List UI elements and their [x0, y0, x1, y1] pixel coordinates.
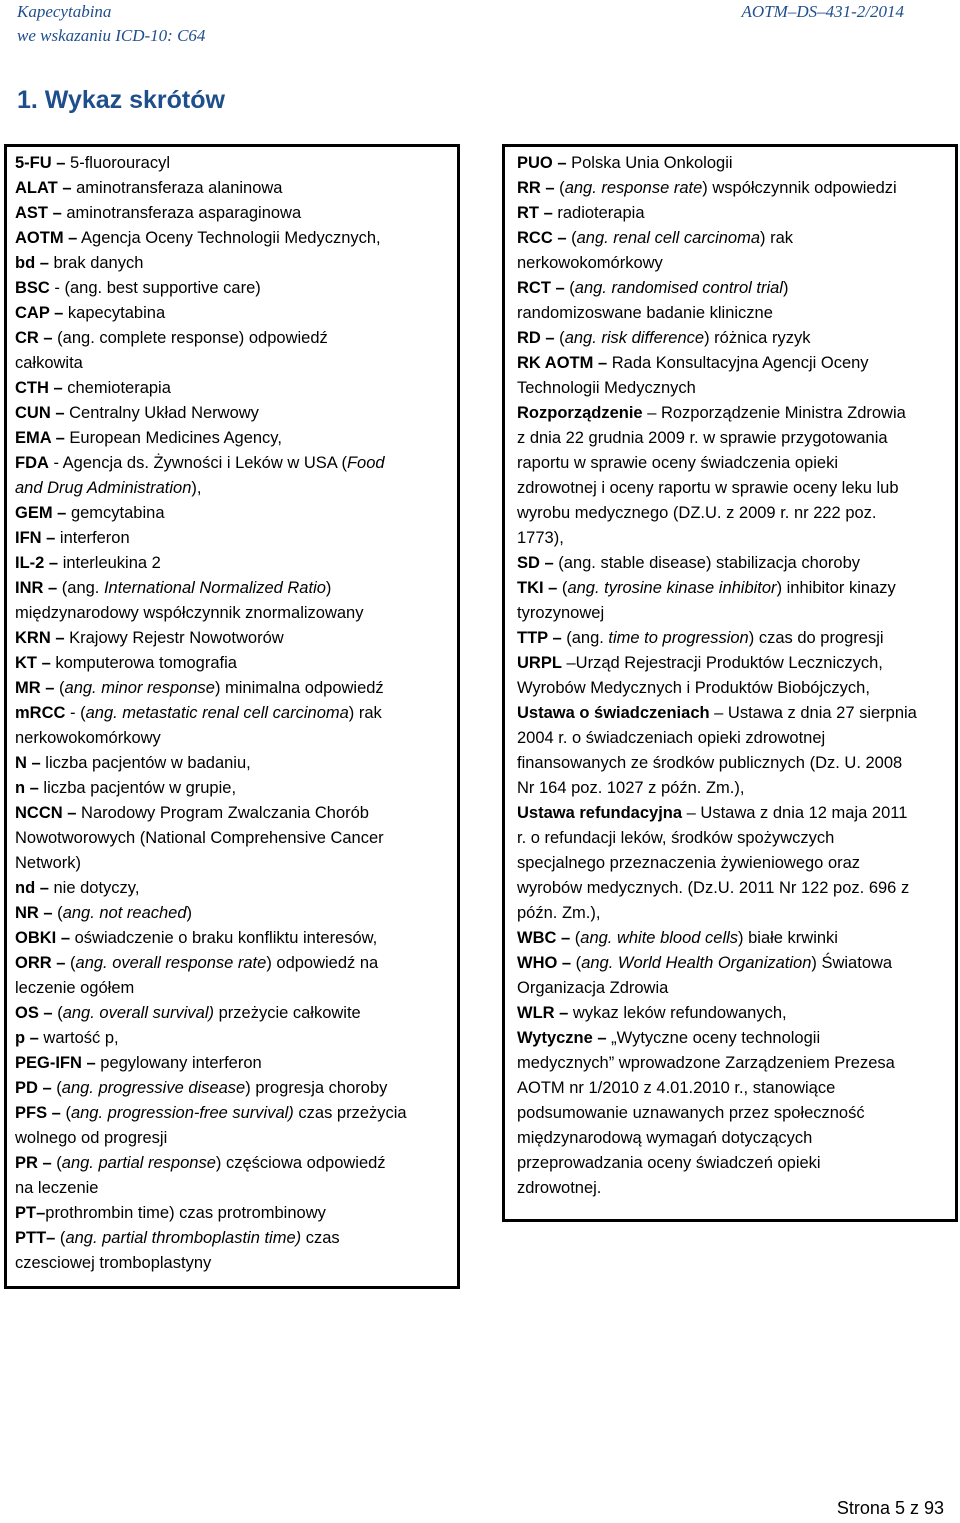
abbreviation-text: ang. tyrosine kinase inhibitor — [567, 579, 777, 597]
abbreviation-text: finansowanych ze środków publicznych (Dz. U. 2008 — [517, 754, 903, 772]
abbreviation-term: FDA — [15, 454, 49, 472]
abbreviation-line — [15, 251, 449, 276]
abbreviation-line — [517, 326, 945, 351]
abbreviation-text: (ang. — [561, 629, 609, 647]
abbreviation-text: ( — [557, 579, 568, 597]
abbreviation-term: CR – — [15, 329, 53, 347]
abbreviation-text: liczba pacjentów w badaniu, — [40, 754, 251, 772]
abbreviation-text: Krajowy Rejestr Nowotworów — [64, 629, 284, 647]
abbreviation-text: „Wytyczne oceny technologii — [606, 1029, 821, 1047]
abbreviation-line — [15, 426, 449, 451]
abbreviation-line — [517, 526, 945, 551]
abbreviation-text: ang. progressive disease — [61, 1079, 246, 1097]
abbreviation-text: chemioterapia — [62, 379, 171, 397]
abbreviation-text: ( — [554, 329, 565, 347]
abbreviation-text: ( — [570, 929, 581, 947]
abbreviation-text: ( — [52, 904, 63, 922]
abbreviation-text: ) białe krwinki — [738, 929, 838, 947]
abbreviation-term: RT – — [517, 204, 553, 222]
abbreviation-text: przeprowadzania oceny świadczeń opieki — [517, 1154, 821, 1172]
abbreviation-text: ( — [51, 1154, 62, 1172]
abbreviation-text: Centralny Układ Nerwowy — [64, 404, 259, 422]
abbreviation-line — [517, 1126, 945, 1151]
abbreviation-line — [15, 376, 449, 401]
abbreviation-term: n – — [15, 779, 39, 797]
abbreviation-line — [517, 1151, 945, 1176]
abbreviation-line — [517, 751, 945, 776]
abbreviation-line — [15, 1226, 449, 1251]
abbreviation-term: SD – — [517, 554, 554, 572]
abbreviation-text: ( — [51, 1079, 62, 1097]
abbreviation-text: raportu w sprawie oceny świadczenia opieki — [517, 454, 838, 472]
abbreviation-term: mRCC — [15, 704, 66, 722]
abbreviation-line — [15, 1051, 449, 1076]
abbreviation-text: 2004 r. o świadczeniach opieki zdrowotnej — [517, 729, 826, 747]
abbreviation-line — [15, 501, 449, 526]
abbreviation-line — [15, 276, 449, 301]
abbreviation-text: ) minimalna odpowiedź — [214, 679, 384, 697]
abbreviation-term: MR – — [15, 679, 55, 697]
abbreviation-term: Ustawa refundacyjna — [517, 804, 683, 822]
abbreviation-line — [517, 626, 945, 651]
abbreviation-line — [517, 226, 945, 251]
abbreviation-line — [517, 401, 945, 426]
abbreviation-text: kapecytabina — [63, 304, 166, 322]
abbreviation-text: ang. response rate — [564, 179, 703, 197]
abbreviation-term: AST – — [15, 204, 62, 222]
abbreviation-text: aminotransferaza alaninowa — [71, 179, 283, 197]
abbreviation-text: – Rozporządzenie Ministra Zdrowia — [642, 404, 906, 422]
abbreviation-line — [517, 776, 945, 801]
abbreviation-text: ( — [55, 1229, 66, 1247]
abbreviation-text: specjalnego przeznaczenia żywieniowego oraz — [517, 854, 861, 872]
section-title: 1. Wykaz skrótów — [17, 86, 225, 114]
abbreviation-text: ( — [60, 1104, 71, 1122]
abbreviation-term: NR – — [15, 904, 53, 922]
abbreviation-text: ang. overall response rate — [75, 954, 267, 972]
abbreviation-term: PTT– — [15, 1229, 56, 1247]
abbreviation-term: RK AOTM – — [517, 354, 608, 372]
abbreviation-text: ) rak — [760, 229, 794, 247]
abbreviation-line — [15, 1176, 449, 1201]
abbreviation-line — [517, 376, 945, 401]
abbreviation-text: Network) — [15, 854, 82, 872]
abbreviation-line — [15, 201, 449, 226]
abbreviation-text: ( — [554, 179, 565, 197]
abbreviation-text: ( — [571, 954, 582, 972]
abbreviation-text: podsumowanie uznawanych przez społeczność — [517, 1104, 865, 1122]
abbreviation-term: PR – — [15, 1154, 52, 1172]
abbreviation-line — [517, 551, 945, 576]
abbreviation-text: ), — [191, 479, 202, 497]
abbreviation-line — [15, 526, 449, 551]
abbreviation-text: przeżycie całkowite — [214, 1004, 361, 1022]
abbreviation-text: ( — [65, 954, 76, 972]
abbreviation-term: Ustawa o świadczeniach — [517, 704, 710, 722]
abbreviation-line — [517, 201, 945, 226]
abbreviation-line — [517, 576, 945, 601]
abbreviation-line — [15, 1151, 449, 1176]
abbreviation-term: AOTM – — [15, 229, 78, 247]
abbreviation-text: ang. metastatic renal cell carcinoma — [85, 704, 349, 722]
abbreviation-line — [15, 176, 449, 201]
abbreviation-term: WBC – — [517, 929, 571, 947]
abbreviation-term: PUO – — [517, 154, 567, 172]
abbreviation-text: European Medicines Agency, — [64, 429, 282, 447]
abbreviation-line — [15, 1251, 449, 1276]
abbreviation-text: ) — [782, 279, 789, 297]
abbreviation-term: PT– — [15, 1204, 46, 1222]
abbreviation-text: ) częściowa odpowiedź — [215, 1154, 386, 1172]
abbreviation-term: BSC — [15, 279, 50, 297]
abbreviation-text: późn. Zm.), — [517, 904, 601, 922]
abbreviations-box-left — [4, 144, 460, 1289]
abbreviation-line — [15, 701, 449, 726]
abbreviation-text: radioterapia — [552, 204, 645, 222]
abbreviation-text: ) odpowiedź na — [266, 954, 379, 972]
abbreviation-line — [517, 251, 945, 276]
abbreviation-term: WHO – — [517, 954, 572, 972]
abbreviation-text: Nowotworowych (National Comprehensive Cancer — [15, 829, 384, 847]
abbreviation-term: IFN – — [15, 529, 56, 547]
abbreviation-text: leczenie ogółem — [15, 979, 135, 997]
abbreviation-line — [15, 451, 449, 476]
abbreviation-text: wolnego od progresji — [15, 1129, 168, 1147]
abbreviation-line — [517, 701, 945, 726]
abbreviation-term: EMA – — [15, 429, 65, 447]
abbreviation-line — [517, 951, 945, 976]
abbreviation-line — [517, 151, 945, 176]
abbreviation-text: ( — [52, 1004, 63, 1022]
abbreviation-term: RCC – — [517, 229, 567, 247]
abbreviation-text: medycznych” wprowadzone Zarządzeniem Prezesa — [517, 1054, 895, 1072]
abbreviation-line — [15, 301, 449, 326]
abbreviation-term: PD – — [15, 1079, 52, 1097]
abbreviation-line — [517, 176, 945, 201]
abbreviation-term: PEG-IFN – — [15, 1054, 96, 1072]
abbreviation-term: p – — [15, 1029, 39, 1047]
abbreviation-term: bd – — [15, 254, 49, 272]
abbreviation-text: ) inhibitor kinazy — [776, 579, 896, 597]
abbreviation-line — [517, 901, 945, 926]
abbreviations-box-right — [502, 144, 958, 1222]
abbreviation-text: całkowita — [15, 354, 83, 372]
abbreviation-text: nerkowokomórkowy — [15, 729, 161, 747]
abbreviation-text: Technologii Medycznych — [517, 379, 696, 397]
abbreviation-line — [15, 626, 449, 651]
abbreviation-text: ang. partial response — [61, 1154, 216, 1172]
abbreviation-line — [517, 676, 945, 701]
abbreviation-text: - Agencja ds. Żywności i Leków w USA ( — [48, 454, 347, 472]
abbreviation-text: r. o refundacji leków, środków spożywczych — [517, 829, 835, 847]
abbreviation-text: gemcytabina — [66, 504, 165, 522]
abbreviation-text: ang. risk difference — [564, 329, 705, 347]
abbreviation-line — [15, 1076, 449, 1101]
abbreviation-term: TKI – — [517, 579, 558, 597]
abbreviation-text: ang. renal cell carcinoma — [576, 229, 761, 247]
abbreviation-line — [15, 576, 449, 601]
abbreviation-text: and Drug Administration — [15, 479, 192, 497]
abbreviation-term: CTH – — [15, 379, 63, 397]
abbreviation-text: komputerowa tomografia — [50, 654, 237, 672]
abbreviation-line — [15, 1001, 449, 1026]
abbreviation-text: ) rak — [348, 704, 382, 722]
abbreviation-term: RCT – — [517, 279, 565, 297]
abbreviation-term: OBKI – — [15, 929, 71, 947]
abbreviation-line — [15, 976, 449, 1001]
abbreviation-text: (ang. — [57, 579, 104, 597]
abbreviation-line — [15, 401, 449, 426]
abbreviation-line — [517, 276, 945, 301]
abbreviation-text: brak danych — [48, 254, 144, 272]
abbreviation-text: nerkowokomórkowy — [517, 254, 663, 272]
abbreviation-line — [15, 226, 449, 251]
abbreviation-text: ( — [566, 229, 577, 247]
abbreviation-line — [517, 1076, 945, 1101]
abbreviation-line — [15, 1101, 449, 1126]
abbreviation-text: 1773), — [517, 529, 564, 547]
abbreviation-term: CAP – — [15, 304, 64, 322]
abbreviation-term: TTP – — [517, 629, 562, 647]
abbreviation-line — [517, 651, 945, 676]
abbreviation-text: ) progresja choroby — [245, 1079, 388, 1097]
abbreviation-text: (ang. complete response) odpowiedź — [52, 329, 328, 347]
abbreviation-line — [15, 1201, 449, 1226]
abbreviation-term: NCCN – — [15, 804, 77, 822]
abbreviation-line — [517, 826, 945, 851]
abbreviation-text: ( — [564, 279, 575, 297]
abbreviation-text: międzynarodową wymagań dotyczących — [517, 1129, 813, 1147]
abbreviation-text: ang. overall survival) — [62, 1004, 215, 1022]
abbreviation-text: międzynarodowy współczynnik znormalizowany — [15, 604, 364, 622]
abbreviation-text: ang. not reached — [62, 904, 187, 922]
abbreviation-line — [15, 851, 449, 876]
abbreviation-term: INR – — [15, 579, 58, 597]
abbreviation-term: ORR – — [15, 954, 66, 972]
abbreviation-text: Organizacja Zdrowia — [517, 979, 669, 997]
abbreviation-line — [15, 551, 449, 576]
abbreviation-text: (ang. stable disease) stabilizacja choroby — [553, 554, 861, 572]
abbreviation-text: ) — [186, 904, 193, 922]
abbreviation-line — [15, 676, 449, 701]
abbreviation-text: aminotransferaza asparaginowa — [61, 204, 302, 222]
abbreviation-line — [517, 1001, 945, 1026]
abbreviation-line — [517, 301, 945, 326]
abbreviation-line — [517, 851, 945, 876]
header-document-code: AOTM–DS–431-2/2014 — [741, 2, 904, 21]
abbreviation-line — [15, 326, 449, 351]
header-indication: we wskazaniu ICD-10: C64 — [17, 26, 206, 45]
abbreviation-term: OS – — [15, 1004, 53, 1022]
abbreviation-text: Food — [346, 454, 385, 472]
abbreviation-text: – Ustawa z dnia 12 maja 2011 — [682, 804, 908, 822]
abbreviation-term: ALAT – — [15, 179, 72, 197]
abbreviation-text: interleukina 2 — [58, 554, 161, 572]
abbreviation-text: na leczenie — [15, 1179, 99, 1197]
abbreviation-text: czesciowej tromboplastyny — [15, 1254, 212, 1272]
abbreviation-text: ) — [325, 579, 332, 597]
abbreviation-text: Rada Konsultacyjna Agencji Oceny — [607, 354, 869, 372]
header-drug-name: Kapecytabina — [17, 2, 112, 21]
abbreviation-line — [15, 476, 449, 501]
abbreviation-text: zdrowotnej. — [517, 1179, 602, 1197]
abbreviation-line — [15, 651, 449, 676]
abbreviation-text: prothrombin time) czas protrombinowy — [45, 1204, 326, 1222]
abbreviation-text: z dnia 22 grudnia 2009 r. w sprawie przygotowania — [517, 429, 888, 447]
abbreviation-text: oświadczenie o braku konfliktu interesów, — [70, 929, 378, 947]
abbreviation-text: ang. white blood cells — [580, 929, 739, 947]
abbreviation-text: Wyrobów Medycznych i Produktów Biobójczych, — [517, 679, 870, 697]
abbreviation-line — [15, 801, 449, 826]
abbreviation-text: ang. minor response — [64, 679, 215, 697]
abbreviation-line — [15, 901, 449, 926]
abbreviation-term: GEM – — [15, 504, 67, 522]
abbreviation-line — [15, 776, 449, 801]
abbreviation-text: czas przeżycia — [293, 1104, 407, 1122]
abbreviation-text: Narodowy Program Zwalczania Chorób — [76, 804, 369, 822]
abbreviation-line — [15, 1026, 449, 1051]
abbreviation-text: 5-fluorouracyl — [65, 154, 170, 172]
abbreviation-line — [15, 951, 449, 976]
abbreviation-term: WLR – — [517, 1004, 569, 1022]
abbreviation-text: czas — [301, 1229, 340, 1247]
abbreviation-line — [517, 1026, 945, 1051]
abbreviation-text: time to progression — [608, 629, 749, 647]
abbreviation-line — [517, 926, 945, 951]
abbreviation-term: N – — [15, 754, 41, 772]
abbreviation-text: zdrowotnej i oceny raportu w sprawie oceny leku lub — [517, 479, 899, 497]
abbreviation-text: Agencja Oceny Technologii Medycznych, — [77, 229, 381, 247]
document-header-left — [17, 0, 205, 48]
abbreviation-term: nd – — [15, 879, 49, 897]
abbreviation-term: Rozporządzenie — [517, 404, 643, 422]
abbreviation-line — [15, 1126, 449, 1151]
abbreviation-line — [517, 1176, 945, 1201]
abbreviation-text: - ( — [65, 704, 86, 722]
abbreviation-text: ang. randomised control trial — [574, 279, 783, 297]
abbreviation-text: ( — [54, 679, 65, 697]
abbreviation-text: – Ustawa z dnia 27 sierpnia — [709, 704, 917, 722]
abbreviation-line — [517, 726, 945, 751]
abbreviation-text: ) czas do progresji — [748, 629, 884, 647]
abbreviation-text: ang. progression-free survival) — [70, 1104, 294, 1122]
abbreviation-text: AOTM nr 1/2010 z 4.01.2010 r., stanowiące — [517, 1079, 836, 1097]
abbreviation-term: CUN – — [15, 404, 65, 422]
abbreviation-line — [517, 476, 945, 501]
abbreviation-text: ) różnica ryzyk — [704, 329, 811, 347]
abbreviation-line — [15, 601, 449, 626]
abbreviation-text: pegylowany interferon — [95, 1054, 262, 1072]
page-number: Strona 5 z 93 — [836, 1498, 944, 1518]
abbreviation-line — [517, 501, 945, 526]
abbreviation-line — [517, 876, 945, 901]
abbreviation-text: nie dotyczy, — [48, 879, 140, 897]
abbreviation-text: wykaz leków refundowanych, — [568, 1004, 787, 1022]
abbreviation-text: –Urząd Rejestracji Produktów Leczniczych, — [561, 654, 883, 672]
abbreviation-line — [517, 426, 945, 451]
abbreviation-term: URPL — [517, 654, 562, 672]
abbreviation-line — [517, 601, 945, 626]
abbreviation-text: ang. partial thromboplastin time) — [65, 1229, 302, 1247]
abbreviation-text: randomizoswane badanie kliniczne — [517, 304, 773, 322]
abbreviation-text: wartość p, — [38, 1029, 119, 1047]
abbreviation-text: tyrozynowej — [517, 604, 605, 622]
abbreviation-term: RR – — [517, 179, 555, 197]
abbreviation-line — [15, 826, 449, 851]
abbreviation-text: - (ang. best supportive care) — [49, 279, 261, 297]
abbreviation-line — [15, 151, 449, 176]
abbreviation-line — [15, 726, 449, 751]
abbreviation-text: ) współczynnik odpowiedzi — [702, 179, 897, 197]
abbreviation-line — [15, 926, 449, 951]
abbreviation-line — [517, 1051, 945, 1076]
abbreviation-term: KT – — [15, 654, 51, 672]
abbreviation-text: Polska Unia Onkologii — [566, 154, 733, 172]
abbreviation-line — [517, 1101, 945, 1126]
abbreviation-text: wyrobów medycznych. (Dz.U. 2011 Nr 122 poz. 696 z — [517, 879, 910, 897]
abbreviation-text: ang. World Health Organization — [581, 954, 812, 972]
abbreviation-line — [15, 876, 449, 901]
abbreviation-term: PFS – — [15, 1104, 61, 1122]
abbreviation-term: Wytyczne – — [517, 1029, 607, 1047]
abbreviation-text: ) Światowa — [811, 954, 893, 972]
abbreviation-line — [517, 351, 945, 376]
abbreviation-term: 5-FU – — [15, 154, 66, 172]
abbreviation-line — [517, 801, 945, 826]
abbreviation-text: Nr 164 poz. 1027 z późn. Zm.), — [517, 779, 745, 797]
abbreviation-text: wyrobu medycznego (DZ.U. z 2009 r. nr 222 poz. — [517, 504, 877, 522]
abbreviation-text: liczba pacjentów w grupie, — [38, 779, 237, 797]
abbreviation-term: KRN – — [15, 629, 65, 647]
abbreviation-line — [517, 976, 945, 1001]
abbreviation-term: RD – — [517, 329, 555, 347]
abbreviation-term: IL-2 – — [15, 554, 59, 572]
abbreviation-text: International Normalized Ratio — [103, 579, 326, 597]
abbreviation-text: interferon — [55, 529, 130, 547]
abbreviation-line — [517, 451, 945, 476]
abbreviation-line — [15, 351, 449, 376]
abbreviation-line — [15, 751, 449, 776]
